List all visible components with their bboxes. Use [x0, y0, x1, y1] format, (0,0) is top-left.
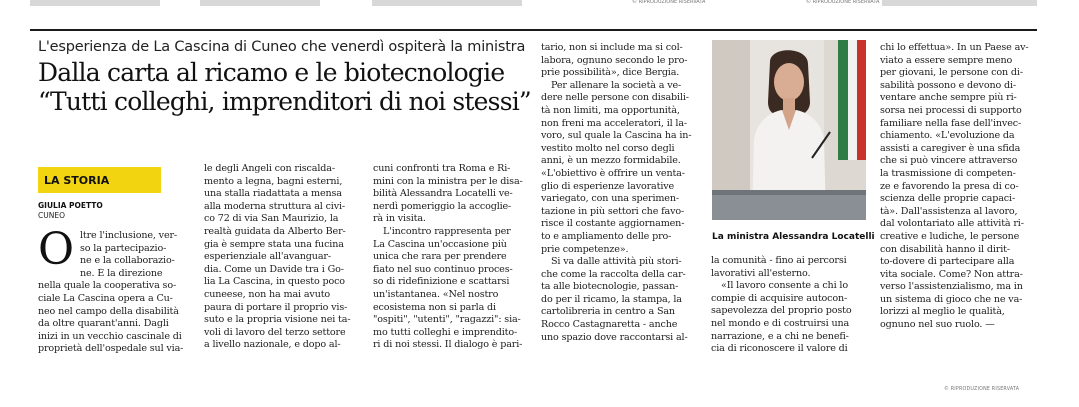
text-line: «L'obiettivo è offrire un venta-	[541, 167, 685, 179]
text-line: voli di lavoro del terzo settore	[204, 326, 346, 338]
text-line: da oltre quarant'anni. Dagli	[38, 318, 169, 330]
text-line: nerdì pomeriggio la accoglie-	[373, 200, 512, 212]
text-column-4	[541, 42, 701, 344]
text-line: "ospiti", "utenti", "ragazzi": sia-	[373, 314, 521, 326]
text-line: chiamento. «L'evoluzione da	[880, 130, 1015, 142]
text-line: mento a legna, bagni esterni,	[204, 175, 343, 187]
text-line: viato a essere sempre meno	[880, 54, 1013, 66]
text-line: glio di esperienze lavorative	[541, 180, 675, 192]
text-line: labora, ognuno secondo le pro-	[541, 54, 688, 66]
text-line: ventare anche sempre più ri-	[880, 92, 1017, 104]
text-line: Rocco Castagnaretta - anche	[541, 319, 678, 331]
text-line: sabilità possono e devono di-	[880, 79, 1017, 91]
text-line: to-dovere di partecipare alla	[880, 256, 1015, 268]
text-line: mini con la ministra per le disa-	[373, 175, 523, 187]
text-line: un'istantanea. «Nel nostro	[373, 288, 499, 300]
text-line: vestito molto nel corso degli	[541, 142, 675, 154]
text-line: non freni ma acceleratori, il la-	[541, 117, 688, 129]
text-line: che si può vincere attraverso	[880, 155, 1018, 167]
text-line: vita sociale. Come? Non attra-	[880, 268, 1023, 280]
text-column-5	[711, 255, 871, 356]
text-line: La Cascina un'occasione più	[373, 238, 507, 250]
previous-page-strip	[0, 0, 1079, 28]
rubric-label: LA STORIA	[44, 174, 110, 187]
text-column-1	[38, 224, 188, 356]
text-line: sapevolezza del proprio posto	[711, 305, 852, 317]
text-line: le degli Angeli con riscalda-	[204, 163, 335, 174]
text-line: fiato nel suo continuo proces-	[373, 263, 513, 275]
text-line: rà in visita.	[373, 213, 426, 225]
text-line: neo nel campo della disabilità	[38, 305, 179, 317]
text-line: suto e la propria visione nei ta-	[204, 314, 351, 326]
previous-text-fragment	[200, 0, 320, 6]
text-line: co 72 di via San Maurizio, la	[204, 213, 339, 225]
text-line: ltre l'inclusione, ver-	[80, 230, 178, 241]
text-line: nella quale la cooperativa so-	[38, 280, 177, 292]
text-line: inizi in un vecchio cascinale di	[38, 330, 182, 342]
text-line: una stalla riadattata a mensa	[204, 188, 342, 200]
text-line: ta alle biotecnologie, passan-	[541, 281, 679, 293]
minister-photo	[712, 40, 866, 220]
text-line: paura di portare il proprio vis-	[204, 301, 348, 313]
text-line: verso l'assistenzialismo, ma in	[880, 281, 1023, 293]
text-line: assisti a caregiver è una sfida	[880, 142, 1021, 154]
previous-text-fragment	[882, 0, 1037, 6]
text-line: Si va dalle attività più stori-	[551, 256, 682, 268]
text-line: mo tutti colleghi e imprendito-	[373, 326, 518, 338]
article-headline	[38, 58, 538, 116]
text-line: so di ridefinizione e scattarsi	[373, 276, 510, 288]
article-kicker: L'esperienza de La Cascina di Cuneo che venerdì ospiterà la ministra	[38, 39, 526, 55]
text-line: alla moderna struttura al civi-	[204, 200, 345, 212]
text-line: cuni confronti tra Roma e Ri-	[373, 163, 511, 174]
text-line: sorsa nei processi di supporto	[880, 104, 1022, 116]
text-line: un sistema di gioco che ne va-	[880, 293, 1023, 305]
text-line: lorizzi al meglio le qualità,	[880, 306, 1005, 318]
author-byline: GIULIA POETTO	[38, 201, 103, 210]
text-line: ze e favorendo la presa di co-	[880, 180, 1019, 192]
previous-text-fragment	[372, 0, 522, 6]
text-column-6	[880, 42, 1038, 332]
section-rubric	[38, 167, 161, 193]
text-line: creative e ludiche, le persone	[880, 230, 1020, 242]
text-line: Per allenare la società a ve-	[551, 79, 682, 91]
previous-copyright-note: © RIPRODUZIONE RISERVATA	[806, 0, 880, 5]
text-line: risce il costante aggiornamen-	[541, 218, 685, 230]
previous-copyright-note: © RIPRODUZIONE RISERVATA	[632, 0, 706, 5]
text-line: anni, è un mezzo formidabile.	[541, 155, 681, 167]
text-line: tario, non si include ma si col-	[541, 42, 683, 53]
text-line: tà non limiti, ma opportunità,	[541, 104, 680, 116]
text-column-3	[373, 163, 531, 352]
text-line: con disabilità hanno il dirit-	[880, 243, 1010, 255]
text-line: per giovani, le persone con di-	[880, 67, 1023, 79]
previous-text-fragment	[30, 0, 160, 6]
text-line: to e ampliamento delle pro-	[541, 230, 672, 242]
text-line: tà». Dall'assistenza al lavoro,	[880, 205, 1018, 217]
text-line: lia La Cascina, in questo poco	[204, 276, 345, 288]
text-line: tazione in più settori che favo-	[541, 205, 685, 217]
text-line: narrazione, e a chi ne benefi-	[711, 330, 849, 342]
text-line: dia. Come un Davide tra i Go-	[204, 263, 344, 275]
text-line: ne e la collaborazio-	[80, 255, 175, 267]
text-line: gia è sempre stata una fucina	[204, 238, 344, 250]
text-line: do per il ricamo, la stampa, la	[541, 293, 682, 305]
text-line: scienza delle proprie capaci-	[880, 193, 1016, 205]
text-line: che come la raccolta della car-	[541, 268, 686, 280]
text-line: chi lo effettua». In un Paese av-	[880, 42, 1029, 53]
text-line: esperienziale all'avanguar-	[204, 251, 331, 263]
text-line: nel mondo e di costruirsi una	[711, 317, 850, 329]
text-line: prie possibilità», dice Bergia.	[541, 67, 680, 79]
text-line: ne. È la direzione	[80, 267, 163, 279]
text-line: ciale La Cascina opera a Cu-	[38, 292, 173, 304]
text-line: la comunità - fino ai percorsi	[711, 255, 847, 266]
dateline-place: CUNEO	[38, 211, 65, 220]
headline-line: Dalla carta al ricamo e le biotecnologie	[38, 58, 505, 87]
text-line: L'incontro rappresenta per	[383, 225, 511, 237]
text-column-2	[204, 163, 362, 352]
text-line: cuneese, non ha mai avuto	[204, 288, 331, 300]
text-line: realtà guidata da Alberto Ber-	[204, 225, 346, 237]
text-line: uno spazio dove raccontarsi al-	[541, 331, 688, 343]
text-line: ecosistema non si parla di	[373, 301, 496, 313]
photo-caption: La ministra Alessandra Locatelli	[712, 232, 875, 242]
text-line: unica che rara per prendere	[373, 251, 507, 263]
text-line: dal volontariato alle attività ri-	[880, 218, 1024, 230]
portrait-illustration	[712, 40, 866, 220]
headline-line: “Tutti colleghi, imprenditori di noi stessi”	[38, 87, 531, 116]
text-line: prie competenze».	[541, 243, 629, 255]
text-line: a livello nazionale, e dopo al-	[204, 339, 341, 351]
text-line: proprietà dell'ospedale sul via-	[38, 343, 184, 355]
text-line: cartolibreria in centro a San	[541, 306, 675, 318]
text-line: cia di riconoscere il valore di	[711, 343, 848, 355]
text-line: dere nelle persone con disabili-	[541, 92, 689, 104]
copyright-note: © RIPRODUZIONE RISERVATA	[944, 387, 1020, 392]
text-line: «Il lavoro consente a chi lo	[721, 280, 848, 292]
text-line: lavorativi all'esterno.	[711, 267, 811, 279]
drop-cap: O	[38, 224, 75, 275]
text-line: ognuno nel suo ruolo. —	[880, 319, 995, 331]
text-line: variegato, con una sperimen-	[541, 193, 679, 205]
top-rule	[30, 29, 1037, 31]
text-line: compie di acquisire autocon-	[711, 292, 848, 304]
text-line: la trasmissione di competen-	[880, 167, 1016, 179]
text-line: ri di noi stessi. Il dialogo è pari-	[373, 339, 523, 351]
text-line: so la partecipazio-	[80, 242, 167, 254]
text-line: voro, sul quale la Cascina ha in-	[541, 130, 692, 142]
text-line: bilità Alessandra Locatelli ve-	[373, 188, 513, 200]
text-line: familiare nella fase dell'invec-	[880, 117, 1022, 129]
